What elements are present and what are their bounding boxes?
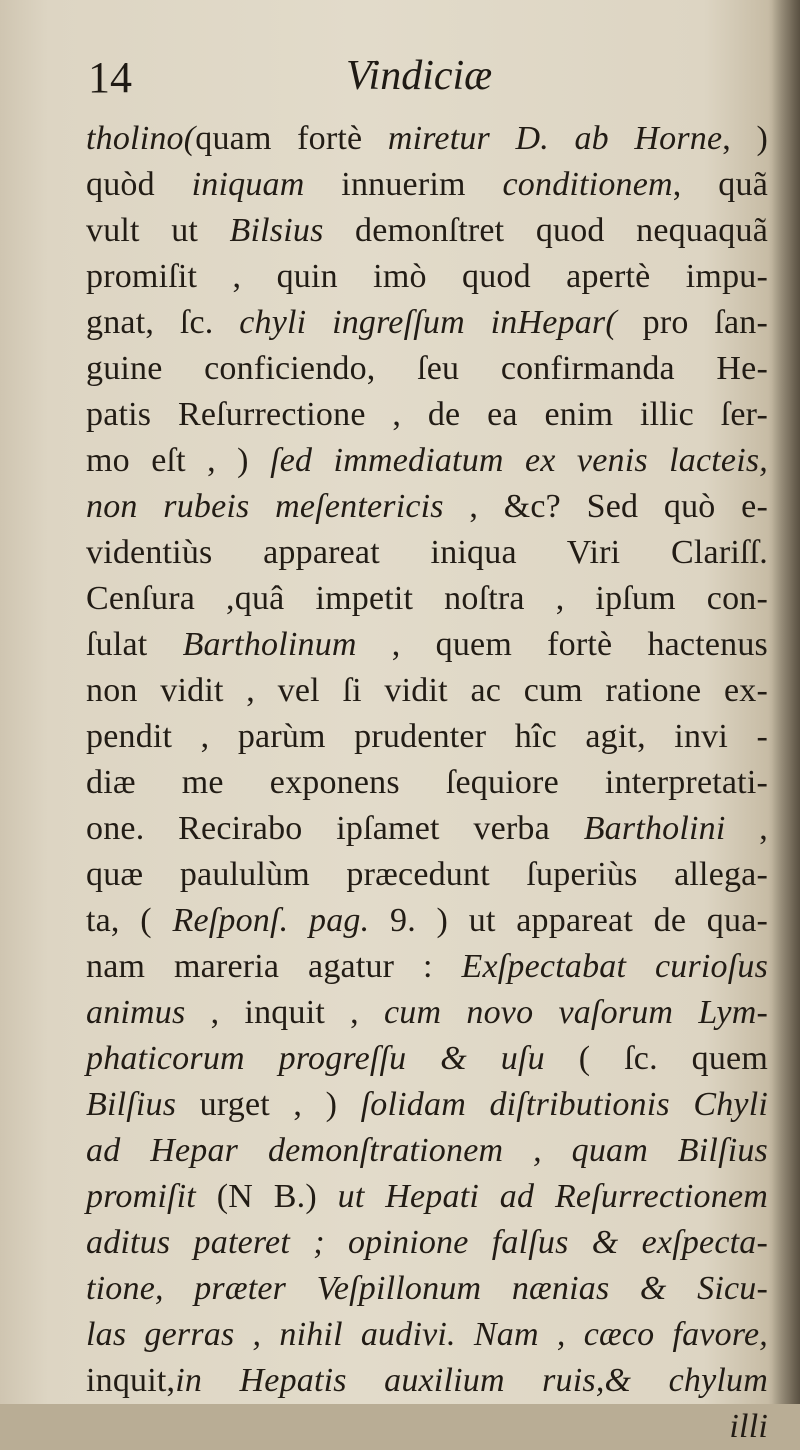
text-run: videntiùs appareat iniqua Viri Clariſſ. <box>86 534 768 571</box>
body-text <box>86 116 786 1450</box>
text-line <box>86 622 768 668</box>
text-line <box>86 1128 768 1174</box>
text-line <box>86 806 768 852</box>
text-run: , quem fortè hactenus <box>356 626 768 663</box>
text-line <box>86 1174 768 1220</box>
text-run: urget , ) <box>176 1086 361 1123</box>
text-run: 9. ) ut appareat de qua- <box>369 902 769 939</box>
text-run: diæ me exponens ſequiore interpretati- <box>86 764 768 801</box>
text-run: pendit , parùm prudenter hîc agit, invi - <box>86 718 768 755</box>
text-run: , <box>725 810 768 847</box>
text-run: , ) <box>722 120 768 157</box>
text-line <box>86 346 768 392</box>
text-run: guine conficiendo, ſeu confirmanda He- <box>86 350 768 387</box>
text-line <box>86 990 768 1036</box>
text-run: quæ paululùm præcedunt ſuperiùs allega- <box>86 856 768 893</box>
italic-run: promiſit <box>86 1178 196 1215</box>
italic-run: Bartholinum <box>182 626 357 663</box>
text-run: , inquit , <box>185 994 384 1031</box>
text-run: , &c? Sed quò e- <box>443 488 768 525</box>
text-run: nam mareria agatur : <box>86 948 462 985</box>
text-run: ta, ( <box>86 902 173 939</box>
text-line <box>86 1312 768 1358</box>
text-run: ſulat <box>86 626 183 663</box>
text-run: pro ſan- <box>616 304 768 341</box>
text-run: promiſit , quin imò quod apertè impu- <box>86 258 768 295</box>
italic-run: Reſponſ. pag. <box>172 902 370 939</box>
italic-run: illi <box>729 1408 768 1445</box>
text-run: quam fortè <box>195 120 388 157</box>
text-run: , quã <box>672 166 768 203</box>
page-header <box>88 52 728 108</box>
text-run: inquit, <box>86 1362 176 1399</box>
text-line <box>86 392 768 438</box>
italic-run: aditus pateret ; opinione falſus & exſpecta- <box>86 1224 768 1261</box>
text-run: one. Recirabo ipſamet verba <box>86 810 584 847</box>
running-head: Vindiciæ <box>346 53 493 99</box>
text-line <box>86 852 768 898</box>
text-run: demonſtret quod nequaquã <box>323 212 768 249</box>
text-line <box>86 300 768 346</box>
italic-run: tholino( <box>86 120 196 157</box>
italic-run: Bilſius <box>86 1086 177 1123</box>
italic-run: Bilsius <box>229 212 324 249</box>
text-run: vult ut <box>86 212 230 249</box>
italic-run: animus <box>86 994 186 1031</box>
text-line <box>86 1266 768 1312</box>
text-line <box>86 668 768 714</box>
text-run: ( ſc. quem <box>544 1040 768 1077</box>
page-number: 14 <box>88 53 132 102</box>
text-line <box>86 484 768 530</box>
text-run: quòd <box>86 166 192 203</box>
text-line <box>86 162 768 208</box>
text-line <box>86 714 768 760</box>
text-line <box>86 1220 768 1266</box>
italic-run: las gerras , nihil audivi. Nam , cæco favore, <box>86 1316 768 1353</box>
text-run: patis Reſurrectione , de ea enim illic ſer- <box>86 396 768 433</box>
text-line <box>86 760 768 806</box>
text-line <box>86 1404 800 1450</box>
text-line <box>86 944 768 990</box>
italic-run: phaticorum progreſſu & uſu <box>86 1040 545 1077</box>
text-line <box>86 254 768 300</box>
italic-run: in Hepatis auxilium ruis,& chylum <box>175 1362 768 1399</box>
text-line <box>86 116 768 162</box>
italic-run: ſed immediatum ex venis lacteis, <box>270 442 768 479</box>
text-line <box>86 530 768 576</box>
text-line <box>86 1358 768 1404</box>
text-line <box>86 438 768 484</box>
text-run: gnat, ſc. <box>86 304 240 341</box>
italic-run: ſolidam diſtributionis Chyli <box>360 1086 768 1123</box>
text-line <box>86 898 768 944</box>
italic-run: Bartholini <box>583 810 726 847</box>
text-line <box>86 1082 768 1128</box>
text-line <box>86 1036 768 1082</box>
italic-run: cum novo vaſorum Lym- <box>384 994 768 1031</box>
text-line <box>86 208 768 254</box>
italic-run: iniquam <box>191 166 305 203</box>
italic-run: Exſpectabat curioſus <box>461 948 769 985</box>
text-run: mo eſt , ) <box>86 442 271 479</box>
italic-run: conditionem <box>502 166 673 203</box>
text-run: Cenſura ,quâ impetit noſtra , ipſum con- <box>86 580 768 617</box>
italic-run: tione, præter Veſpillonum nænias & Sicu- <box>86 1270 768 1307</box>
text-line <box>86 576 768 622</box>
italic-run: miretur D. ab Horne <box>387 120 723 157</box>
text-run: (N B.) <box>195 1178 338 1215</box>
italic-run: non rubeis meſentericis <box>86 488 444 525</box>
italic-run: ut Hepati ad Reſurrectionem <box>337 1178 768 1215</box>
italic-run: chyli ingreſſum inHepar( <box>239 304 617 341</box>
italic-run: ad Hepar demonſtrationem , quam Bilſius <box>86 1132 768 1169</box>
text-run: non vidit , vel ſi vidit ac cum ratione ex- <box>86 672 768 709</box>
text-run: innuerim <box>304 166 503 203</box>
